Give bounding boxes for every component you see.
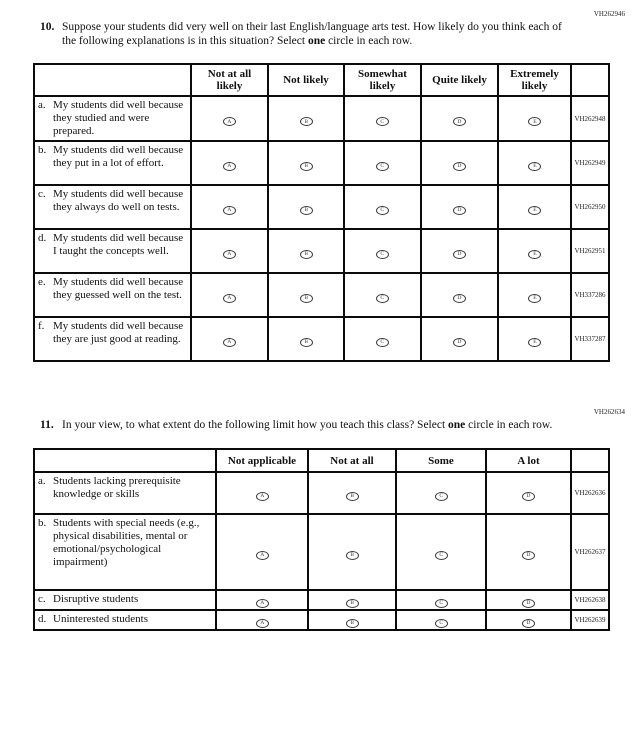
answer-cell — [396, 472, 486, 514]
row-statement-cell — [34, 229, 191, 273]
question-11-bold-word: one — [448, 419, 466, 432]
table-row — [34, 273, 609, 317]
answer-bubble-e[interactable]: E — [528, 338, 541, 347]
row-statement: My students did well because they studied and were prepared. — [53, 99, 184, 138]
answer-cell — [268, 96, 344, 141]
answer-bubble-a[interactable]: A — [256, 619, 269, 628]
question-11-table — [33, 448, 610, 631]
answer-cell — [308, 472, 396, 514]
item-code: VH262949 — [571, 141, 609, 185]
answer-cell — [191, 273, 268, 317]
answer-bubble-d[interactable]: D — [453, 206, 466, 215]
answer-bubble-b[interactable]: B — [300, 117, 313, 126]
q11-column-header-a-lot: A lot — [486, 449, 571, 472]
answer-cell — [268, 185, 344, 229]
item-code: VH337286 — [571, 273, 609, 317]
answer-bubble-b[interactable]: B — [346, 599, 359, 608]
answer-bubble-b[interactable]: B — [346, 619, 359, 628]
answer-bubble-b[interactable]: B — [346, 492, 359, 501]
q11-code-header-cell — [571, 449, 609, 472]
answer-bubble-c[interactable]: C — [376, 294, 389, 303]
q10-column-header-not-likely: Not likely — [268, 64, 344, 96]
row-statement-cell — [34, 317, 191, 361]
answer-bubble-a[interactable]: A — [256, 599, 269, 608]
q10-column-header-not-at-all-likely: Not at all likely — [191, 64, 268, 96]
answer-cell — [191, 229, 268, 273]
row-statement: Disruptive students — [53, 593, 139, 606]
q10-column-header-somewhat-likely: Somewhat likely — [344, 64, 421, 96]
row-letter: a. — [38, 99, 46, 112]
answer-cell — [268, 273, 344, 317]
answer-cell — [344, 317, 421, 361]
answer-cell — [344, 185, 421, 229]
answer-bubble-a[interactable]: A — [223, 162, 236, 171]
answer-cell — [308, 514, 396, 590]
question-10-table — [33, 63, 610, 362]
answer-bubble-a[interactable]: A — [256, 551, 269, 560]
answer-bubble-c[interactable]: C — [376, 206, 389, 215]
answer-cell — [344, 96, 421, 141]
row-statement: Students with special needs (e.g., physical disabilities, mental or emotional/psychological impairment) — [53, 517, 200, 569]
answer-bubble-a[interactable]: A — [223, 294, 236, 303]
answer-cell — [421, 96, 498, 141]
question-11-code: VH262634 — [593, 408, 625, 417]
answer-cell — [498, 185, 571, 229]
question-11-number: 11. — [40, 419, 54, 432]
table-row — [34, 185, 609, 229]
answer-bubble-d[interactable]: D — [453, 294, 466, 303]
row-statement-cell — [34, 610, 216, 630]
answer-bubble-c[interactable]: C — [376, 250, 389, 259]
answer-bubble-d[interactable]: D — [522, 619, 535, 628]
answer-cell — [498, 273, 571, 317]
question-10-bold-word: one — [307, 35, 326, 48]
row-statement: Students lacking prerequisite knowledge or skills — [53, 475, 181, 501]
item-code: VH262636 — [571, 472, 609, 514]
row-letter: d. — [38, 232, 47, 245]
answer-bubble-b[interactable]: B — [300, 294, 313, 303]
answer-cell — [396, 610, 486, 630]
answer-bubble-c[interactable]: C — [435, 619, 448, 628]
answer-cell — [308, 610, 396, 630]
q10-column-header-quite-likely: Quite likely — [421, 64, 498, 96]
table-row — [34, 141, 609, 185]
answer-bubble-c[interactable]: C — [376, 162, 389, 171]
item-code: VH262637 — [571, 514, 609, 590]
answer-bubble-b[interactable]: B — [300, 206, 313, 215]
row-statement: My students did well because they guessed well on the test. — [53, 276, 184, 302]
answer-cell — [216, 514, 308, 590]
item-code: VH262639 — [571, 610, 609, 630]
answer-cell — [396, 590, 486, 610]
question-10-section — [0, 0, 639, 362]
row-letter: c. — [38, 188, 46, 201]
q10-column-header-extremely-likely: Extremely likely — [498, 64, 571, 96]
q10-code-header-cell — [571, 64, 609, 96]
question-10-text — [62, 20, 568, 48]
row-letter: d. — [38, 613, 47, 626]
answer-cell — [191, 317, 268, 361]
q10-empty-header-cell — [34, 64, 191, 96]
question-11-section — [0, 408, 639, 631]
answer-cell — [191, 141, 268, 185]
answer-cell — [421, 141, 498, 185]
answer-cell — [344, 141, 421, 185]
table-row — [34, 229, 609, 273]
answer-cell — [216, 590, 308, 610]
answer-cell — [268, 141, 344, 185]
item-code: VH262638 — [571, 590, 609, 610]
item-code: VH337287 — [571, 317, 609, 361]
row-statement: My students did well because they always do well on tests. — [53, 188, 184, 214]
answer-cell — [486, 590, 571, 610]
question-10-text-main: Suppose your students did very well on their last English/language arts test. How likely do you think each of the following explanations is in this situation? Select — [62, 21, 562, 48]
question-11-prompt — [40, 418, 570, 432]
row-statement: My students did well because they are just good at reading. — [53, 320, 184, 346]
answer-cell — [486, 610, 571, 630]
answer-bubble-a[interactable]: A — [223, 250, 236, 259]
question-10-text-tail: circle in each row. — [325, 35, 413, 48]
answer-cell — [486, 514, 571, 590]
answer-bubble-d[interactable]: D — [522, 551, 535, 560]
answer-bubble-d[interactable]: D — [453, 117, 466, 126]
item-code: VH262948 — [571, 96, 609, 141]
answer-cell — [498, 317, 571, 361]
question-11-text-tail: circle in each row. — [465, 419, 553, 432]
answer-cell — [216, 610, 308, 630]
row-statement-cell — [34, 590, 216, 610]
answer-bubble-d[interactable]: D — [522, 492, 535, 501]
answer-bubble-b[interactable]: B — [300, 338, 313, 347]
row-statement: My students did well because they put in a lot of effort. — [53, 144, 184, 170]
answer-bubble-e[interactable]: E — [528, 206, 541, 215]
row-letter: c. — [38, 593, 46, 606]
answer-bubble-c[interactable]: C — [376, 338, 389, 347]
answer-cell — [498, 141, 571, 185]
table-row — [34, 96, 609, 141]
answer-cell — [344, 229, 421, 273]
question-10-code: VH262946 — [593, 10, 625, 18]
row-letter: b. — [38, 517, 47, 530]
answer-cell — [396, 514, 486, 590]
table-row — [34, 590, 609, 610]
answer-bubble-a[interactable]: A — [223, 206, 236, 215]
answer-cell — [421, 273, 498, 317]
answer-bubble-e[interactable]: E — [528, 250, 541, 259]
row-statement-cell — [34, 185, 191, 229]
row-statement: My students did well because I taught the concepts well. — [53, 232, 184, 258]
table-row — [34, 317, 609, 361]
table-row — [34, 472, 609, 514]
answer-cell — [216, 472, 308, 514]
answer-cell — [344, 273, 421, 317]
answer-bubble-d[interactable]: D — [453, 162, 466, 171]
question-11-text-main: In your view, to what extent do the following limit how you teach this class? Select — [62, 419, 449, 432]
q11-column-header-some: Some — [396, 449, 486, 472]
answer-bubble-e[interactable]: E — [528, 162, 541, 171]
row-letter: e. — [38, 276, 46, 289]
question-11-text — [62, 418, 552, 432]
answer-bubble-e[interactable]: E — [528, 294, 541, 303]
table-row — [34, 514, 609, 590]
answer-bubble-c[interactable]: C — [435, 492, 448, 501]
question-10-prompt — [40, 20, 570, 48]
answer-cell — [191, 185, 268, 229]
answer-bubble-c[interactable]: C — [435, 551, 448, 560]
answer-bubble-b[interactable]: B — [346, 551, 359, 560]
row-statement-cell — [34, 273, 191, 317]
answer-cell — [191, 96, 268, 141]
answer-bubble-c[interactable]: C — [376, 117, 389, 126]
row-letter: a. — [38, 475, 46, 488]
answer-cell — [486, 472, 571, 514]
question-10-number: 10. — [40, 21, 55, 33]
q11-column-header-not-at-all: Not at all — [308, 449, 396, 472]
row-statement-cell — [34, 141, 191, 185]
answer-bubble-a[interactable]: A — [256, 492, 269, 501]
answer-cell — [421, 185, 498, 229]
answer-cell — [421, 317, 498, 361]
q10-header-row — [34, 64, 609, 96]
answer-cell — [498, 96, 571, 141]
answer-cell — [308, 590, 396, 610]
answer-bubble-b[interactable]: B — [300, 250, 313, 259]
answer-bubble-d[interactable]: D — [453, 338, 466, 347]
answer-cell — [268, 317, 344, 361]
answer-bubble-d[interactable]: D — [453, 250, 466, 259]
row-statement-cell — [34, 96, 191, 141]
answer-bubble-b[interactable]: B — [300, 162, 313, 171]
q11-column-header-not-applicable: Not applicable — [216, 449, 308, 472]
row-statement-cell — [34, 472, 216, 514]
item-code: VH262950 — [571, 185, 609, 229]
row-statement-cell — [34, 514, 216, 590]
answer-bubble-d[interactable]: D — [522, 599, 535, 608]
item-code: VH262951 — [571, 229, 609, 273]
row-letter: b. — [38, 144, 47, 157]
answer-bubble-a[interactable]: A — [223, 338, 236, 347]
table-row — [34, 610, 609, 630]
q11-empty-header-cell — [34, 449, 216, 472]
q11-header-row — [34, 449, 609, 472]
answer-bubble-a[interactable]: A — [223, 117, 236, 126]
row-statement: Uninterested students — [53, 613, 149, 626]
answer-cell — [268, 229, 344, 273]
answer-bubble-e[interactable]: E — [528, 117, 541, 126]
row-letter: f. — [38, 320, 45, 333]
answer-bubble-c[interactable]: C — [435, 599, 448, 608]
answer-cell — [498, 229, 571, 273]
answer-cell — [421, 229, 498, 273]
